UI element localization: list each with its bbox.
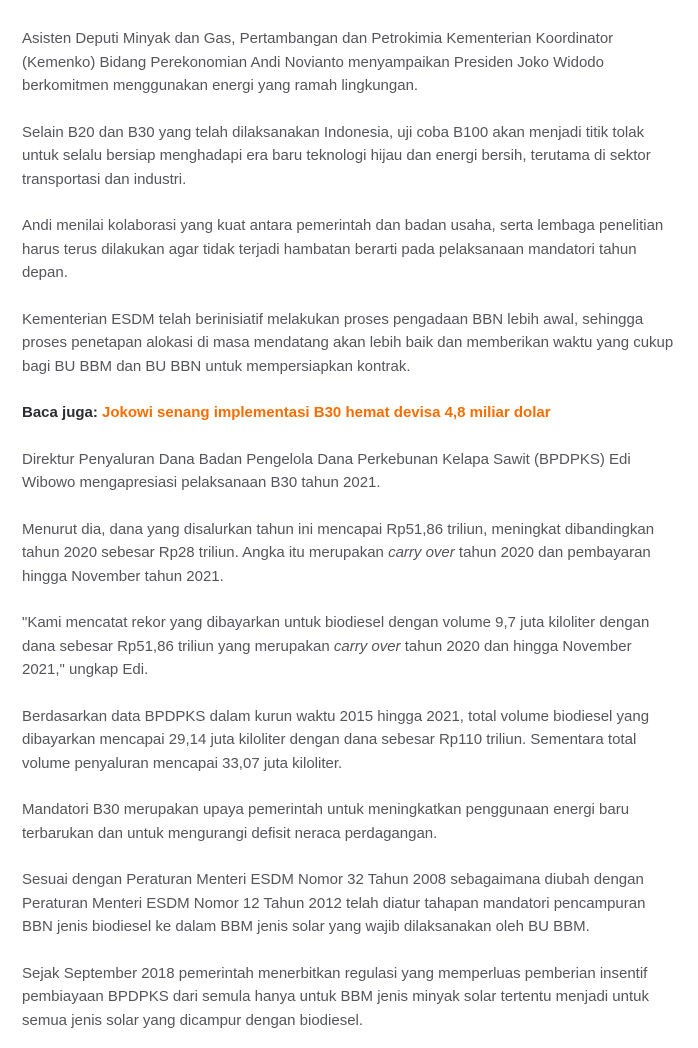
paragraph: "Kami mencatat rekor yang dibayarkan untuk biodiesel dengan volume 9,7 juta kiloliter dengan dana sebesar Rp51,86 triliun yang merupakan carry over tahun 2020 dan hingga November 2021," ungkap Edi. [22, 614, 650, 678]
read-also [22, 401, 676, 425]
read-also-label: Baca juga: [22, 404, 98, 421]
italic-text: carry over [333, 637, 401, 655]
italic-text: carry over [388, 544, 455, 561]
read-also-link[interactable]: Jokowi senang implementasi B30 hemat devisa 4,8 miliar dolar [102, 404, 551, 421]
paragraph: Berdasarkan data BPDPKS dalam kurun waktu 2015 hingga 2021, total volume biodiesel yang dibayarkan mencapai 29,14 juta kiloliter dengan dana sebesar Rp110 triliun. Sementara total volume penyaluran mencapai 33,07 juta kiloliter. [22, 707, 650, 772]
paragraph: Sesuai dengan Peraturan Menteri ESDM Nomor 32 Tahun 2008 sebagaimana diubah dengan Peraturan Menteri ESDM Nomor 12 Tahun 2012 telah diatur tahapan mandatori pencampuran BBN jenis biodiesel ke dalam BBM jenis solar yang wajib dilaksanakan oleh BU BBM. [22, 871, 646, 935]
paragraph: Sejak September 2018 pemerintah menerbitkan regulasi yang memperluas pemberian insentif pembiayaan BPDPKS dari semula hanya untuk BBM jenis minyak solar tertentu menjadi untuk semua jenis solar yang dicampur dengan biodiesel. [22, 964, 649, 1029]
paragraph: Asisten Deputi Minyak dan Gas, Pertambangan dan Petrokimia Kementerian Koordinator (Kemenko) Bidang Perekonomian Andi Novianto menyampaikan Presiden Joko Widodo berkomitmen menggunakan energi yang ramah lingkungan. [22, 30, 614, 94]
paragraph: Direktur Penyaluran Dana Badan Pengelola Dana Perkebunan Kelapa Sawit (BPDPKS) Edi Wibowo mengapresiasi pelaksanaan B30 tahun 2021. [22, 450, 631, 491]
paragraph: Andi menilai kolaborasi yang kuat antara pemerintah dan badan usaha, serta lembaga penelitian harus terus dilakukan agar tidak terjadi hambatan berarti pada pelaksanaan mandatori tahun depan. [22, 217, 664, 281]
paragraph: Mandatori B30 merupakan upaya pemerintah untuk meningkatkan penggunaan energi baru terbarukan dan untuk mengurangi defisit neraca perdagangan. [22, 801, 630, 842]
paragraph: Kementerian ESDM telah berinisiatif melakukan proses pengadaan BBN lebih awal, sehingga proses penetapan alokasi di masa mendatang akan lebih baik dan memberikan waktu yang cukup bagi BU BBM dan BU BBN untuk mempersiapkan kontrak. [22, 310, 674, 375]
paragraph: Selain B20 dan B30 yang telah dilaksanakan Indonesia, uji coba B100 akan menjadi titik tolak untuk selalu bersiap menghadapi era baru teknologi hijau dan energi bersih, terutama di sektor transportasi dan industri. [22, 123, 651, 188]
paragraph: Menurut dia, dana yang disalurkan tahun ini mencapai Rp51,86 triliun, meningkat dibandingkan tahun 2020 sebesar Rp28 triliun. Angka itu merupakan carry over tahun 2020 dan pembayaran hingga November tahun 2021. [22, 520, 655, 585]
